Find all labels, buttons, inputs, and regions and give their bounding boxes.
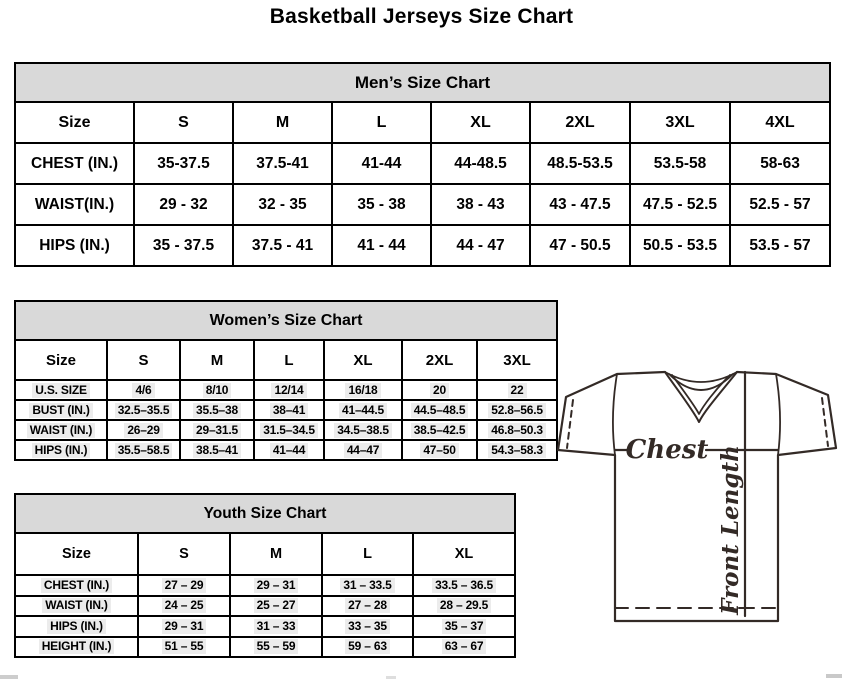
- cell: 55 – 59: [230, 637, 322, 658]
- womens-header-row: [15, 340, 557, 380]
- cell: 50.5 - 53.5: [630, 225, 730, 266]
- cell: 34.5–38.5: [324, 420, 402, 440]
- mens-hips-row: [15, 225, 830, 266]
- womens-col-header: XL: [324, 340, 402, 380]
- cell: 29–31.5: [180, 420, 254, 440]
- womens-size-chart-table: [14, 300, 558, 461]
- mens-header-row: [15, 102, 830, 143]
- cell: 48.5-53.5: [530, 143, 630, 184]
- cell: 33 – 35: [322, 616, 413, 637]
- cell: 35 - 37.5: [134, 225, 233, 266]
- cell: 47.5 - 52.5: [630, 184, 730, 225]
- row-label: HEIGHT (IN.): [15, 637, 138, 658]
- womens-corner-header: Size: [15, 340, 107, 380]
- womens-col-header: S: [107, 340, 180, 380]
- right-armhole-seam: [776, 374, 780, 455]
- cell: 32.5–35.5: [107, 400, 180, 420]
- cell: 54.3–58.3: [477, 440, 557, 460]
- cell: 25 – 27: [230, 596, 322, 617]
- cell: 4/6: [107, 380, 180, 400]
- cell: 43 - 47.5: [530, 184, 630, 225]
- cell: 35-37.5: [134, 143, 233, 184]
- mens-col-header: 3XL: [630, 102, 730, 143]
- mens-corner-header: Size: [15, 102, 134, 143]
- womens-waist-row: [15, 420, 557, 440]
- cell: 41–44.5: [324, 400, 402, 420]
- cell: 41-44: [332, 143, 431, 184]
- youth-size-chart-table: [14, 493, 516, 658]
- cell: 53.5-58: [630, 143, 730, 184]
- row-label: HIPS (IN.): [15, 225, 134, 266]
- cell: 37.5 - 41: [233, 225, 332, 266]
- row-label: CHEST (IN.): [15, 143, 134, 184]
- cell: 47 - 50.5: [530, 225, 630, 266]
- cell: 28 – 29.5: [413, 596, 515, 617]
- cell: 12/14: [254, 380, 324, 400]
- youth-chest-row: [15, 575, 515, 596]
- youth-hips-row: [15, 616, 515, 637]
- row-label: CHEST (IN.): [15, 575, 138, 596]
- cell: 38 - 43: [431, 184, 530, 225]
- youth-waist-row: [15, 596, 515, 617]
- womens-col-header: 3XL: [477, 340, 557, 380]
- cell: 35 – 37: [413, 616, 515, 637]
- youth-table-title: Youth Size Chart: [15, 494, 515, 533]
- cell: 51 – 55: [138, 637, 230, 658]
- row-label: WAIST(IN.): [15, 184, 134, 225]
- cell: 63 – 67: [413, 637, 515, 658]
- cell: 20: [402, 380, 477, 400]
- mens-size-chart-table: [14, 62, 831, 267]
- cell: 32 - 35: [233, 184, 332, 225]
- row-label: HIPS (IN.): [15, 440, 107, 460]
- youth-height-row: [15, 637, 515, 658]
- womens-hips-row: [15, 440, 557, 460]
- cell: 31.5–34.5: [254, 420, 324, 440]
- cell: 27 – 28: [322, 596, 413, 617]
- womens-col-header: L: [254, 340, 324, 380]
- cell: 33.5 – 36.5: [413, 575, 515, 596]
- womens-us-size-row: [15, 380, 557, 400]
- scrollbar-fragment-left: [0, 675, 18, 679]
- mens-col-header: 2XL: [530, 102, 630, 143]
- cell: 44.5–48.5: [402, 400, 477, 420]
- cell: 59 – 63: [322, 637, 413, 658]
- cell: 22: [477, 380, 557, 400]
- right-cuff-dashed-seam: [822, 398, 828, 446]
- youth-header-row: [15, 533, 515, 575]
- womens-col-header: M: [180, 340, 254, 380]
- cell: 35.5–38: [180, 400, 254, 420]
- cell: 53.5 - 57: [730, 225, 830, 266]
- mens-table-title: Men’s Size Chart: [15, 63, 830, 102]
- cell: 24 – 25: [138, 596, 230, 617]
- mens-col-header: M: [233, 102, 332, 143]
- cell: 41 - 44: [332, 225, 431, 266]
- cell: 29 – 31: [230, 575, 322, 596]
- cell: 44–47: [324, 440, 402, 460]
- youth-col-header: L: [322, 533, 413, 575]
- cell: 16/18: [324, 380, 402, 400]
- mens-col-header: L: [332, 102, 431, 143]
- row-label: U.S. SIZE: [15, 380, 107, 400]
- cell: 35 - 38: [332, 184, 431, 225]
- cell: 44 - 47: [431, 225, 530, 266]
- front-length-label: Front Length: [717, 445, 744, 615]
- mens-col-header: S: [134, 102, 233, 143]
- womens-bust-row: [15, 400, 557, 420]
- jersey-measurement-diagram: [556, 358, 840, 624]
- cell: 31 – 33.5: [322, 575, 413, 596]
- row-label: WAIST (IN.): [15, 420, 107, 440]
- youth-col-header: M: [230, 533, 322, 575]
- cell: 58-63: [730, 143, 830, 184]
- cell: 27 – 29: [138, 575, 230, 596]
- mens-col-header: 4XL: [730, 102, 830, 143]
- womens-table-title-row: [15, 301, 557, 340]
- womens-col-header: 2XL: [402, 340, 477, 380]
- cell: 44-48.5: [431, 143, 530, 184]
- page-title: Basketball Jerseys Size Chart: [269, 5, 574, 28]
- cell: 38.5–41: [180, 440, 254, 460]
- cell: 26–29: [107, 420, 180, 440]
- cell: 52.5 - 57: [730, 184, 830, 225]
- youth-col-header: XL: [413, 533, 515, 575]
- cell: 37.5-41: [233, 143, 332, 184]
- row-label: HIPS (IN.): [15, 616, 138, 637]
- youth-table-title-row: [15, 494, 515, 533]
- cell: 29 – 31: [138, 616, 230, 637]
- mens-col-header: XL: [431, 102, 530, 143]
- row-label: BUST (IN.): [15, 400, 107, 420]
- cell: 8/10: [180, 380, 254, 400]
- mens-waist-row: [15, 184, 830, 225]
- cell: 47–50: [402, 440, 477, 460]
- youth-corner-header: Size: [15, 533, 138, 575]
- womens-table-title: Women’s Size Chart: [15, 301, 557, 340]
- cell: 38–41: [254, 400, 324, 420]
- cell: 35.5–58.5: [107, 440, 180, 460]
- mens-chest-row: [15, 143, 830, 184]
- left-cuff-dashed-seam: [567, 400, 573, 448]
- scrollbar-fragment-right: [826, 674, 842, 678]
- cell: 46.8–50.3: [477, 420, 557, 440]
- cell: 41–44: [254, 440, 324, 460]
- youth-col-header: S: [138, 533, 230, 575]
- cell: 52.8–56.5: [477, 400, 557, 420]
- left-armhole-seam: [613, 374, 617, 455]
- cell: 31 – 33: [230, 616, 322, 637]
- row-label: WAIST (IN.): [15, 596, 138, 617]
- cell: 29 - 32: [134, 184, 233, 225]
- cell: 38.5–42.5: [402, 420, 477, 440]
- chest-label: Chest: [625, 435, 709, 465]
- mens-table-title-row: [15, 63, 830, 102]
